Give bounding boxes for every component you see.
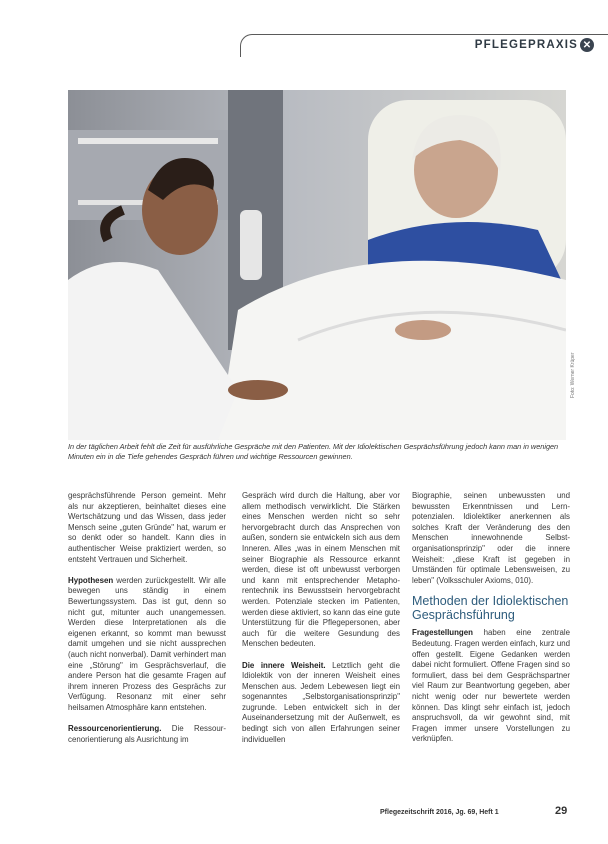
text-column-3 xyxy=(412,491,570,745)
run-in-heading: Die innere Weisheit. xyxy=(242,660,326,670)
paragraph: Biographie, seinen unbewussten und bewussten Erkenntnissen und Lernpotenzialen. Idiolektiker anerkennen als solches Kraft der Veränderung des den Menschen innewohnende Selbstorganisationsprinzip" oder die innere Weisheit: „diese Kraft ist gegeben in Umständen für optimale Lebensweisen, zu leben" (Volksschuler Axioms, 010). xyxy=(412,491,570,585)
paragraph xyxy=(412,628,570,745)
section-subheading: Methoden der Idiolektischen Gesprächsführung xyxy=(412,594,569,623)
paragraph-text: werden zurückgestellt. Wir alle bewegen uns ständig in einem Bewertungssystem. Das ist gut, denn so nicht gut, mitunter auch unangemessen. Werden diese Interpretationen als die eigenen erkannt, so kommt man bewusst damit umgehen und sie nicht aussprechen (auch nicht nonverbal). Damit verhindert man eine „Störung" im Gesprächsverlauf, die andere Person hat die gesamte Fragen auf ihrem inneren Prozess des Gesprächs zur Verfügung. Resonanz mit einer sehr heilsamen Atmosphäre kann entstehen. xyxy=(68,575,226,712)
paragraph: gesprächsführende Person gemeint. Mehr als nur akzeptieren, beinhaltet dieses eine Wertschätzung und das Wissen, dass jeder Mensch seine „guten Gründe" hat, warum er so denkt oder so handelt. Kann dies in authentischer Weise praktiziert werden, so entsteht Vertrauen und Sicherheit. xyxy=(68,491,226,564)
run-in-heading: Ressourcenorientierung. xyxy=(68,724,162,734)
text-column-1 xyxy=(68,491,226,745)
paragraph-text: haben eine zentrale Bedeutung. Fragen werden einfach, kurz und offen gestellt. Eigene Gedanken werden dabei nicht formuliert. Offene Fragen sind so formuliert, dass bei dem Gesprächspartner viel Raum zur Beantwortung gegeben, aber nicht wenig oder nur bewertete werden können. Das klingt sehr einfach ist, jedoch anspruchsvoll, da wir gewohnt sind, mit Fragen immer unsere Vorstellungen zu verknüpfen. xyxy=(412,628,570,744)
journal-citation: Pflegezeitschrift 2016, Jg. 69, Heft 1 xyxy=(380,809,499,816)
run-in-heading: Fragestellungen xyxy=(412,628,473,638)
x-icon: ✕ xyxy=(580,38,594,52)
paragraph: Gespräch wird durch die Haltung, aber vor allem methodisch verwirklicht. Die Stärken eines Menschen werden nicht so sehr hervorgebracht durch das Ansprechen von außen, sondern sie entwickeln sich aus dem Inneren. Alles „was in einem Menschen mit seiner Biographie als Ressource erkannt werden, diese ist oft unbewusst verborgen und kann mit entsprechender Metaphorentechnik ins Bewusstsein hervorgebracht werden. Potenziale stecken im Patienten, werden diese aktiviert, so kann das eine gute Unterstützung für die Pflegepersonen, aber auch für die weitere Gesundung des Menschen bedeuten. xyxy=(242,491,400,649)
paragraph-text: Die Ressourcenorientierung als Ausrichtung im xyxy=(68,724,226,744)
article-photo xyxy=(68,90,566,440)
paragraph xyxy=(68,576,226,714)
photo-credit: Foto: Werner Krüper xyxy=(570,352,576,398)
photo-caption: In der täglichen Arbeit fehlt die Zeit für ausführliche Gespräche mit den Patienten. Mit der Idiolektischen Gesprächsführung jedoch kann man in wenigen Minuten ein in die Tiefe gehendes Gespräch führen und wichtige Ressourcen gewinnen. xyxy=(68,442,559,461)
text-column-2 xyxy=(242,491,400,745)
paragraph xyxy=(242,661,400,746)
run-in-heading: Hypothesen xyxy=(68,575,114,585)
paragraph-text: Letztlich geht die Idiolektik von der inneren Weisheit eines Menschen aus. Jedem Lebewesen liegt ein sogenanntes „Selbstorganisationsprinzip" zugrunde. Leben entwickelt sich in der Auseinandersetzung mit der Außenwelt, es bedingt sich von allen Erfahrungen seiner individuellen xyxy=(242,660,400,744)
paragraph xyxy=(68,724,226,745)
page-number: 29 xyxy=(555,805,568,817)
section-label: PFLEGEPRAXIS xyxy=(474,39,578,51)
